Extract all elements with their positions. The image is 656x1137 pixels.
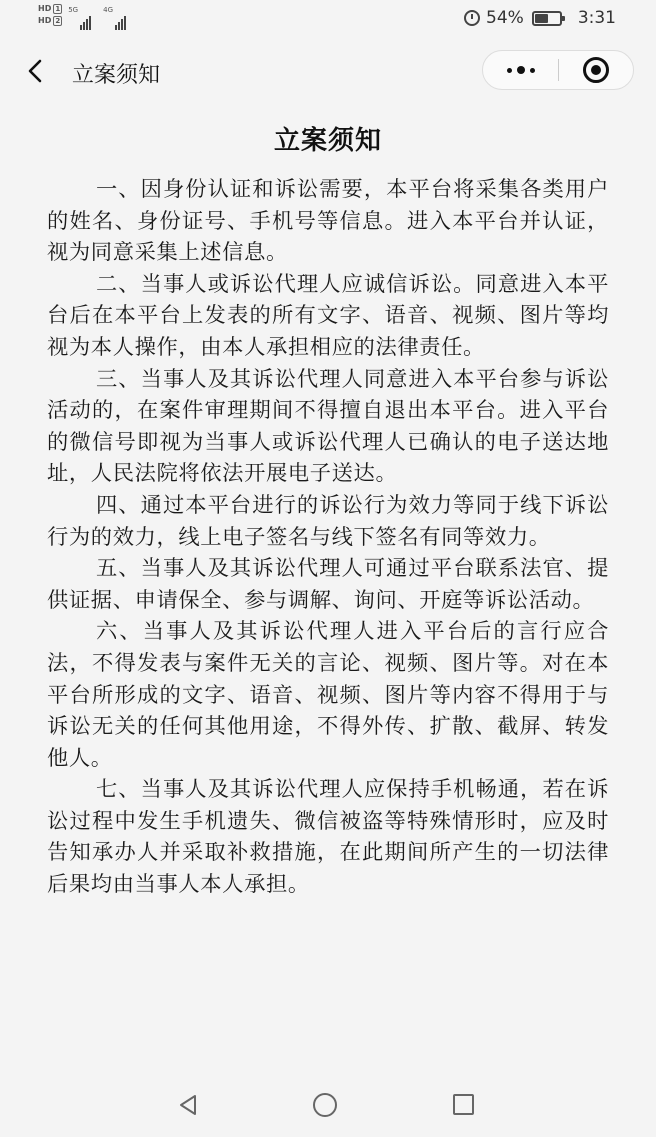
clock-time: 3:31 bbox=[577, 8, 616, 28]
nav-back-icon[interactable] bbox=[176, 1093, 200, 1117]
hd1-tag bbox=[38, 4, 62, 14]
nav-header bbox=[0, 48, 656, 96]
hd2-label: HD bbox=[38, 16, 52, 25]
battery-fill bbox=[535, 14, 548, 23]
hd-indicator bbox=[38, 4, 62, 26]
signal-5g-icon bbox=[68, 6, 91, 30]
notice-paragraph: 七、当事人及其诉讼代理人应保持手机畅通，若在诉讼过程中发生手机遗失、微信被盗等特殊情形时，应及时告知承办人并采取补救措施，在此期间所产生的一切法律后果均由当事人本人承担。 bbox=[47, 777, 609, 898]
notice-paragraph: 三、当事人及其诉讼代理人同意进入本平台参与诉讼活动的，在案件审理期间不得擅自退出本平台。进入平台的微信号即视为当事人或诉讼代理人已确认的电子送达地址，人民法院将依法开展电子送达。 bbox=[47, 366, 609, 487]
back-button[interactable] bbox=[20, 56, 50, 86]
hd1-num: 1 bbox=[55, 5, 61, 13]
nav-title: 立案须知 bbox=[72, 63, 161, 88]
nav-recent-icon[interactable] bbox=[453, 1094, 474, 1115]
close-target-icon bbox=[583, 57, 609, 83]
page-title: 立案须知 bbox=[273, 126, 382, 156]
notice-content bbox=[47, 174, 609, 901]
hd2-num: 2 bbox=[55, 17, 61, 25]
net1-label: 5G bbox=[68, 6, 79, 14]
signal-4g-icon bbox=[103, 6, 126, 30]
status-left bbox=[38, 4, 126, 30]
close-button[interactable] bbox=[559, 51, 633, 89]
alarm-icon bbox=[464, 10, 480, 26]
battery-percent: 54% bbox=[486, 8, 524, 28]
battery-icon bbox=[532, 11, 562, 26]
net2-label: 4G bbox=[103, 6, 113, 14]
notice-paragraph: 六、当事人及其诉讼代理人进入平台后的言行应合法，不得发表与案件无关的言论、视频、图片等。对在本平台所形成的文字、语音、视频、图片等内容不得用于与诉讼无关的任何其他用途，不得外传、扩散、截屏、转发他人。 bbox=[47, 619, 609, 771]
nav-home-icon[interactable] bbox=[313, 1093, 337, 1117]
notice-paragraph: 四、通过本平台进行的诉讼行为效力等同于线下诉讼行为的效力，线上电子签名与线下签名有同等效力。 bbox=[47, 492, 609, 550]
status-right bbox=[464, 8, 616, 28]
notice-paragraph: 五、当事人及其诉讼代理人可通过平台联系法官、提供证据、申请保全、参与调解、询问、开庭等诉讼活动。 bbox=[47, 556, 609, 613]
system-nav-bar bbox=[0, 1077, 656, 1137]
hd2-tag bbox=[38, 16, 62, 26]
notice-paragraph: 二、当事人或诉讼代理人应诚信诉讼。同意进入本平台后在本平台上发表的所有文字、语音、视频、图片等均视为本人操作，由本人承担相应的法律责任。 bbox=[47, 271, 609, 360]
mini-program-capsule bbox=[482, 50, 634, 90]
back-chevron-icon bbox=[25, 58, 45, 84]
hd1-label: HD bbox=[38, 4, 52, 13]
notice-paragraph: 一、因身份认证和诉讼需要，本平台将采集各类用户的姓名、身份证号、手机号等信息。进入本平台并认证，视为同意采集上述信息。 bbox=[47, 177, 609, 266]
more-button[interactable] bbox=[483, 51, 558, 89]
status-bar bbox=[0, 0, 656, 40]
more-dots-icon bbox=[507, 66, 535, 74]
